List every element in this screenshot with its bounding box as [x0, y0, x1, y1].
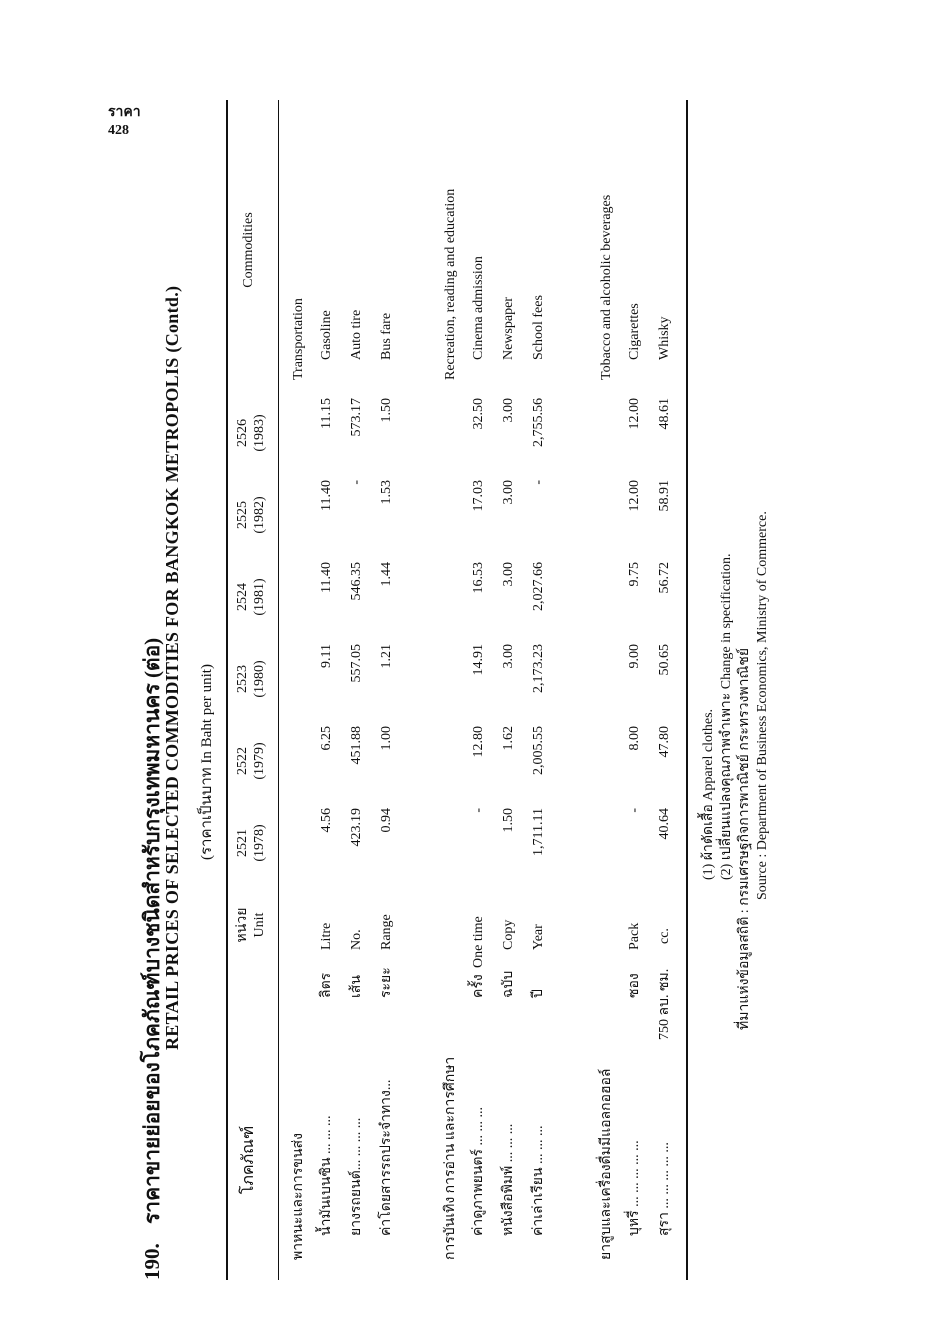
row-name-th: ค่าดูภาพยนตร์ ... ... ... [471, 1106, 486, 1236]
year-ce: (1978) [252, 824, 267, 862]
value-1983: 48.61 [657, 398, 672, 430]
title-english: RETAIL PRICES OF SELECTED COMMODITIES FOR BANGKOK METROPOLIS (Contd.) [162, 285, 182, 1050]
top-rule [226, 100, 228, 1280]
source-english: Source : Department of Business Economics, Ministry of Commerce. [755, 511, 770, 900]
title-thai-text: ราคาขายย่อยของโภคภัณฑ์บางชนิดสำหรับกรุงเทพมหานคร (ต่อ) [140, 637, 164, 1224]
value-1979: 47.80 [657, 726, 672, 758]
value-1978: 1.50 [501, 808, 516, 833]
col-unit [234, 890, 268, 960]
col-year-4 [234, 562, 268, 632]
section-recreation-th: การบันเทิง การอ่าน และการศึกษา [443, 1056, 458, 1260]
row-name-en: Newspaper [501, 297, 516, 360]
footnotes [700, 120, 772, 1280]
value-1982: 58.91 [657, 480, 672, 512]
col-unit-en-label: Unit [252, 912, 267, 938]
value-1982: - [349, 480, 364, 485]
value-1978: - [627, 808, 642, 813]
section-transport-en: Transportation [291, 298, 306, 380]
value-1981: 16.53 [471, 562, 486, 594]
value-1980: 9.00 [627, 644, 642, 669]
col-commodity-th-label: โภคภัณฑ์ [240, 1125, 257, 1195]
value-1982: 1.53 [379, 480, 394, 505]
row-name-th: ค่าเล่าเรียน ... ... ... [531, 1125, 546, 1236]
year-ce: (1981) [252, 578, 267, 616]
value-1983: 2,755.56 [531, 398, 546, 447]
footnote-2: (2) เปลี่ยนแปลงคุณภาพจำเพาะ Change in specification. [719, 553, 734, 880]
row-unit-th: ระยะ [379, 967, 394, 998]
row-name-th: หนังสือพิมพ์ ... ... ... [501, 1123, 516, 1236]
row-name-th: ยางรถยนต์... ... ... ... [349, 1117, 364, 1236]
value-1981: 2,027.66 [531, 562, 546, 611]
row-name-en: Whisky [657, 316, 672, 360]
section-tobacco-th: ยาสูบและเครื่องดื่มมีแอลกอฮอล์ [599, 1068, 614, 1260]
value-1983: 11.15 [319, 398, 334, 429]
row-unit-en: Year [531, 924, 546, 950]
section-tobacco-en: Tobacco and alcoholic beverages [599, 194, 614, 380]
row-unit-en: cc. [657, 928, 672, 944]
value-1980: 9.11 [319, 644, 334, 668]
year-be: 2524 [235, 583, 250, 611]
page-number: 428 [108, 123, 129, 138]
row-unit-th: ครั้ง [471, 974, 486, 998]
row-unit-en: Range [379, 914, 394, 950]
year-ce: (1982) [252, 496, 267, 534]
value-1978: 423.19 [349, 808, 364, 847]
row-name-en: Cigarettes [627, 303, 642, 360]
col-year-2 [234, 726, 268, 796]
year-ce: (1983) [252, 414, 267, 452]
col-commodity-en [240, 120, 257, 380]
row-name-th: ค่าโดยสารรถประจำทาง... [379, 1079, 394, 1236]
value-1981: 546.35 [349, 562, 364, 601]
col-year-6 [234, 398, 268, 468]
col-year-3 [234, 644, 268, 714]
source-thai: ที่มาแห่งข้อมูลสถิติ : กรมเศรษฐกิจการพาณิชย์ กระทรวงพาณิชย์ [737, 647, 752, 1030]
row-name-en: Bus fare [379, 312, 394, 360]
value-1981: 3.00 [501, 562, 516, 587]
value-1982: - [531, 480, 546, 485]
value-1980: 3.00 [501, 644, 516, 669]
year-be: 2526 [235, 419, 250, 447]
value-1979: 6.25 [319, 726, 334, 751]
value-1979: 12.80 [471, 726, 486, 758]
value-1979: 1.62 [501, 726, 516, 751]
row-name-en: Auto tire [349, 309, 364, 360]
row-name-th: สุรา ... ... ... ... ... [657, 1142, 672, 1236]
year-be: 2525 [235, 501, 250, 529]
year-be: 2521 [235, 829, 250, 857]
value-1981: 56.72 [657, 562, 672, 594]
year-be: 2523 [235, 665, 250, 693]
value-1980: 1.21 [379, 644, 394, 669]
value-1980: 557.05 [349, 644, 364, 683]
value-1982: 12.00 [627, 480, 642, 512]
row-unit-th: ลิตร [319, 972, 334, 998]
bottom-rule [686, 100, 688, 1280]
row-name-th: น้ำมันเบนซิน ... ... ... [319, 1115, 334, 1236]
value-1978: 4.56 [319, 808, 334, 833]
row-unit-th: ปี [531, 989, 546, 998]
col-commodity-th [240, 1060, 257, 1260]
row-unit-en: One time [471, 916, 486, 968]
section-transport-th: พาหนะและการขนส่ง [291, 1133, 306, 1260]
value-1981: 9.75 [627, 562, 642, 587]
value-1978: 0.94 [379, 808, 394, 833]
col-unit-th-label: หน่วย [235, 907, 250, 943]
value-1982: 17.03 [471, 480, 486, 512]
value-1979: 8.00 [627, 726, 642, 751]
value-1983: 1.50 [379, 398, 394, 423]
row-unit-en: Pack [627, 922, 642, 950]
row-unit-en: Litre [319, 922, 334, 950]
col-commodity-en-label: Commodities [241, 212, 256, 288]
header-rule [278, 100, 279, 1280]
value-1979: 2,005.55 [531, 726, 546, 775]
value-1981: 1.44 [379, 562, 394, 587]
value-1982: 11.40 [319, 480, 334, 511]
value-1983: 3.00 [501, 398, 516, 423]
row-unit-th: ซอง [627, 973, 642, 998]
row-unit-en: Copy [501, 919, 516, 950]
row-name-th: บุหรี่ ... ... ... ... ... [627, 1140, 642, 1236]
row-name-en: Gasoline [319, 310, 334, 360]
section-recreation-en: Recreation, reading and education [443, 188, 458, 380]
value-1978: - [471, 808, 486, 813]
value-1981: 11.40 [319, 562, 334, 593]
value-1978: 40.64 [657, 808, 672, 840]
value-1983: 573.17 [349, 398, 364, 437]
col-year-5 [234, 480, 268, 550]
value-1980: 2,173.23 [531, 644, 546, 693]
value-1983: 32.50 [471, 398, 486, 430]
row-name-en: School fees [531, 295, 546, 360]
unit-note: (ราคาเป็นบาท In Baht per unit) [199, 664, 215, 860]
year-be: 2522 [235, 747, 250, 775]
year-ce: (1979) [252, 742, 267, 780]
row-name-en: Cinema admission [471, 256, 486, 360]
row-unit-th: เส้น [349, 975, 364, 998]
page-header-label: ราคา [108, 105, 141, 120]
value-1982: 3.00 [501, 480, 516, 505]
year-ce: (1980) [252, 660, 267, 698]
value-1980: 50.65 [657, 644, 672, 676]
value-1979: 451.88 [349, 726, 364, 765]
rotated-table-document [130, 100, 810, 1280]
value-1978: 1,711.11 [531, 808, 546, 856]
value-1983: 12.00 [627, 398, 642, 430]
value-1980: 14.91 [471, 644, 486, 676]
footnote-1: (1) ผ้าตัดเสื้อ Apparel clothes. [701, 708, 716, 880]
table-number: 190. [140, 1243, 164, 1280]
table-titles [130, 100, 250, 1280]
row-unit-th: ฉบับ [501, 970, 516, 998]
col-year-1 [234, 808, 268, 878]
value-1979: 1.00 [379, 726, 394, 751]
row-unit-en: No. [349, 929, 364, 950]
row-unit-th: 750 ลบ. ซม. [657, 968, 672, 1040]
